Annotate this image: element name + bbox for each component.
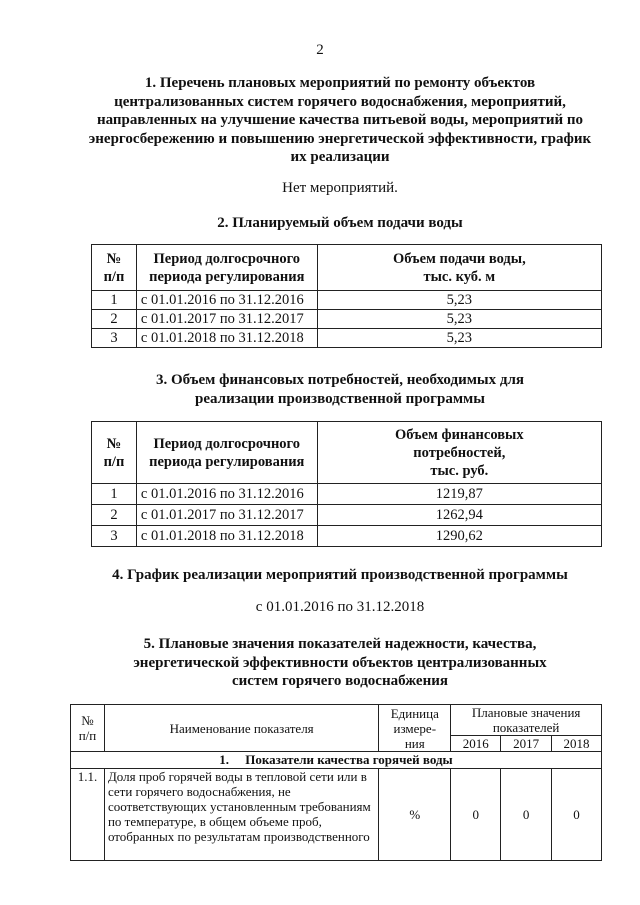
table-row [92,291,602,310]
section2-title: 2. Планируемый объем подачи воды [217,215,463,231]
section1-note: Нет мероприятий. [282,180,398,196]
col-year-header: 2018 [552,736,602,752]
col-value-header: Объем подачи воды, тыс. куб. м [317,245,601,291]
financial-needs-table [91,421,602,547]
water-supply-table [91,244,602,348]
row-period: с 01.01.2016 по 31.12.2016 [136,291,317,310]
row-value-2017: 0 [501,769,552,861]
row-num: 1.1. [71,769,105,861]
section1-title-line: направленных на улучшение качества питьевой воды, мероприятий по [96,112,584,128]
table-header-row [92,422,602,484]
row-period: с 01.01.2017 по 31.12.2017 [136,505,317,526]
group-num: 1. [219,752,230,767]
row-value: 5,23 [317,310,601,329]
row-period: с 01.01.2016 по 31.12.2016 [136,484,317,505]
section1-title-line: энергосбережению и повышению энергетической эффективности, график [88,130,592,147]
section1-title-line: их реализации [290,149,390,165]
section1-title [70,74,610,167]
row-unit: % [379,769,451,861]
row-num: 3 [92,526,137,547]
col-period-header: Период долгосрочного периода регулирования [136,422,317,484]
section1-title-line: централизованных систем горячего водоснабжения, мероприятий, [114,93,566,110]
table-row [92,526,602,547]
section4-period: с 01.01.2016 по 31.12.2018 [255,599,425,615]
row-value-2016: 0 [451,769,501,861]
col-num-header: № п/п [71,705,105,752]
row-value: 1290,62 [317,526,601,547]
col-planned-header: Плановые значения показателей [451,705,602,736]
section3-title [70,371,610,408]
table-row [92,484,602,505]
section5-title-line: 5. Плановые значения показателей надежности, качества, [143,636,537,652]
col-num-header: № п/п [92,245,137,291]
table-group-row [71,752,602,769]
group-label [71,752,602,769]
row-num: 2 [92,310,137,329]
row-value: 1219,87 [317,484,601,505]
table-header-row [71,705,602,736]
col-value-header: Объем финансовых потребностей, тыс. руб. [317,422,601,484]
col-year-header: 2016 [451,736,501,752]
row-period: с 01.01.2017 по 31.12.2017 [136,310,317,329]
row-period: с 01.01.2018 по 31.12.2018 [136,329,317,348]
group-title: Показатели качества горячей воды [245,752,453,767]
col-unit-header: Единица измере- ния [379,705,451,752]
row-value: 5,23 [317,291,601,310]
col-year-header: 2017 [501,736,552,752]
table-header-row [92,245,602,291]
table-row [92,329,602,348]
section5-title-line: систем горячего водоснабжения [232,673,448,689]
section4-title: 4. График реализации мероприятий производственной программы [112,567,568,583]
page-number: 2 [316,42,324,58]
row-description: Доля проб горячей воды в тепловой сети или в сети горячего водоснабжения, не соответствующих установленным требованиям по температуре, в общем объеме проб, отобранных по результатам производственного [104,769,378,861]
section1-title-line: 1. Перечень плановых мероприятий по ремонту объектов [144,75,536,91]
row-num: 3 [92,329,137,348]
row-value: 1262,94 [317,505,601,526]
section5-title-line: энергетической эффективности объектов централизованных [133,654,547,671]
table-row [92,505,602,526]
col-period-header: Период долгосрочного периода регулирования [136,245,317,291]
section5-title [70,635,610,691]
col-num-header: № п/п [92,422,137,484]
row-value-2018: 0 [552,769,602,861]
table-row [92,310,602,329]
table-row [71,769,602,861]
row-period: с 01.01.2018 по 31.12.2018 [136,526,317,547]
row-value: 5,23 [317,329,601,348]
col-name-header: Наименование показателя [104,705,378,752]
section3-title-line: реализации производственной программы [195,390,485,407]
indicators-table [70,704,602,861]
row-num: 2 [92,505,137,526]
row-num: 1 [92,484,137,505]
section3-title-line: 3. Объем финансовых потребностей, необходимых для [155,372,525,388]
row-num: 1 [92,291,137,310]
